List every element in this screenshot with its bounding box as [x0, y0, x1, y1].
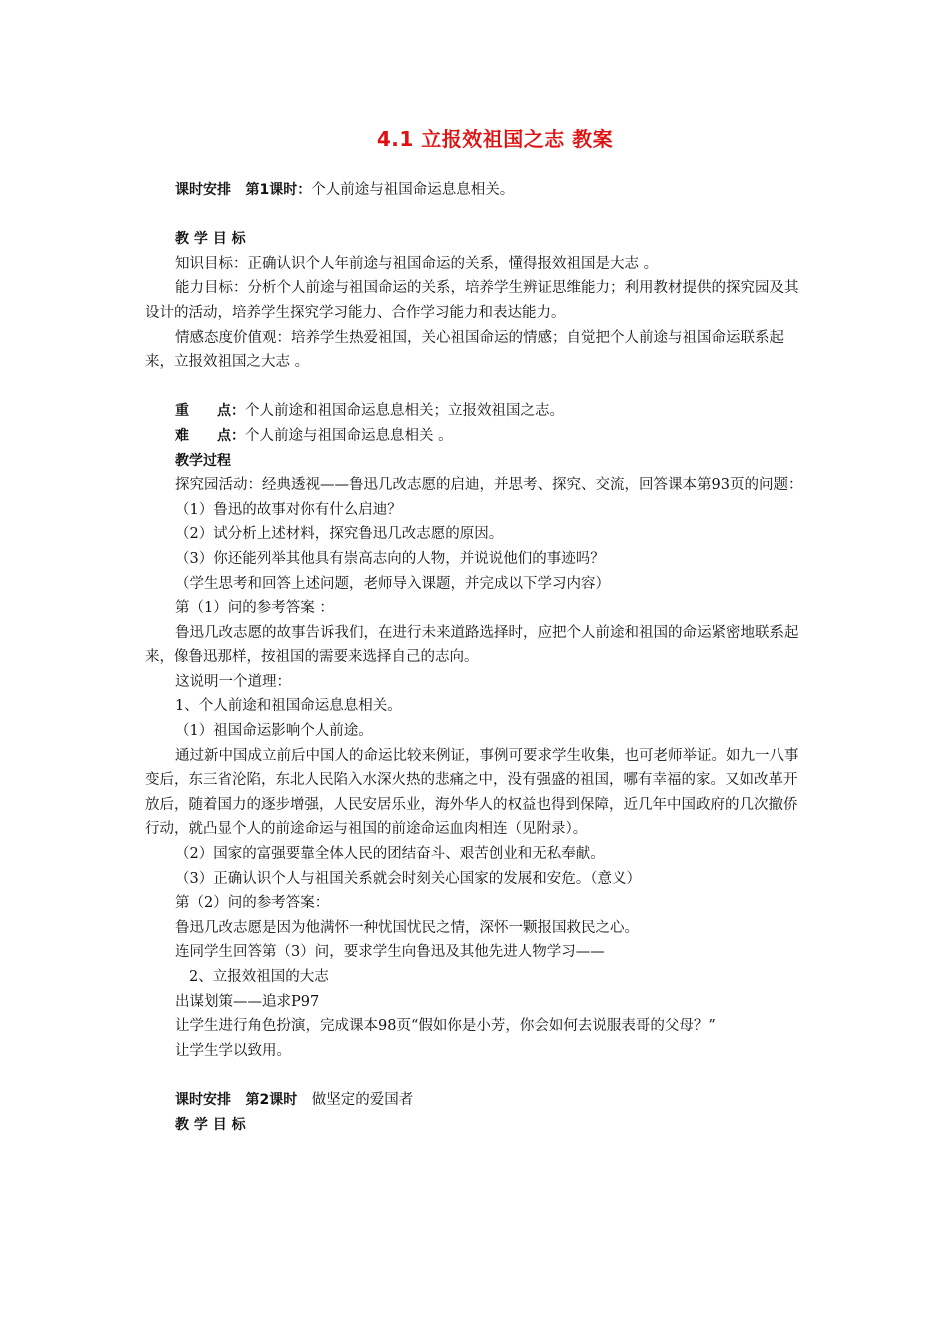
key-point-label: 重 点：	[175, 403, 245, 420]
lesson2-topic: 做坚定的爱国者	[311, 1091, 414, 1108]
lesson1-topic: 个人前途与祖国命运息息相关。	[311, 182, 515, 198]
process-line: 通过新中国成立前后中国人的命运比较来例证，事例可要求学生收集，也可老师举证。如九一八事变后，东三省沦陷，东北人民陷入水深火热的悲痛之中，没有强盛的祖国，哪有幸福的家。又如改革开放后，随着国力的逐步增强，人民安居乐业，海外华人的权益也得到保障，近几年中国政府的几次撤侨行动，就凸显个人的前途命运与祖国的前途命运血肉相连（见附录）。	[145, 747, 799, 838]
document-body	[145, 178, 810, 1137]
lesson2-schedule	[145, 1088, 810, 1113]
process-line: （3）正确认识个人与祖国关系就会时刻关心国家的发展和安危。（意义）	[175, 870, 641, 887]
process-line: 鲁迅几改志愿是因为他满怀一种忧国忧民之情，深怀一颗报国救民之心。	[175, 919, 639, 936]
key-point	[145, 399, 810, 424]
process-line: （2）国家的富强要靠全体人民的团结奋斗、艰苦创业和无私奉献。	[175, 846, 605, 863]
hard-point-text: 个人前途与祖国命运息息相关 。	[245, 427, 453, 444]
process-line: （2）试分析上述材料，探究鲁迅几改志愿的原因。	[175, 526, 504, 543]
document-title: 4.1 立报效祖国之志 教案	[376, 127, 614, 151]
goal-emotion: 情感态度价值观：培养学生热爱祖国，关心祖国命运的情感；自觉把个人前途与祖国命运联系起来，立报效祖国之大志 。	[145, 329, 784, 371]
goals2-heading: 教 学 目 标	[175, 1116, 246, 1133]
process-line: （3）你还能列举其他具有崇高志向的人物，并说说他们的事迹吗？	[175, 550, 605, 567]
lesson1-schedule	[145, 178, 810, 203]
process-line: 探究园活动：经典透视——鲁迅几改志愿的启迪，并思考、探究、交流，回答课本第93页的问题：	[175, 477, 803, 494]
process-line: 第（1）问的参考答案 ：	[175, 600, 334, 617]
process-line: （学生思考和回答上述问题，老师导入课题，并完成以下学习内容）	[175, 575, 610, 592]
process-line: 连同学生回答第（3）问，要求学生向鲁迅及其他先进人物学习——	[175, 944, 605, 961]
process-line: （1）祖国命运影响个人前途。	[175, 723, 373, 740]
process-line: （1）鲁迅的故事对你有什么启迪？	[175, 501, 402, 518]
process-line: 1、个人前途和祖国命运息息相关。	[175, 698, 402, 715]
lesson2-label: 课时安排	[175, 1091, 231, 1108]
goal-ability: 能力目标：分析个人前途与祖国命运的关系，培养学生辨证思维能力；利用教材提供的探究园及其设计的活动，培养学生探究学习能力、合作学习能力和表达能力。	[145, 280, 799, 321]
goal-knowledge: 知识目标：正确认识个人年前途与祖国命运的关系，懂得报效祖国是大志 。	[175, 255, 659, 272]
process-line: 让学生学以致用。	[175, 1042, 291, 1059]
lesson2-period: 第2课时	[245, 1091, 298, 1108]
process-line: 2、立报效祖国的大志	[189, 969, 329, 985]
lesson1-period: 第1课时：	[245, 182, 312, 198]
process-lines	[145, 473, 810, 1063]
goals1-heading: 教 学 目 标	[175, 231, 246, 248]
key-point-text: 个人前途和祖国命运息息相关；立报效祖国之志。	[245, 403, 564, 420]
process-line: 出谋划策——追求P97	[175, 993, 320, 1010]
hard-point-label: 难 点：	[175, 427, 245, 444]
process-line: 鲁迅几改志愿的故事告诉我们，在进行未来道路选择时，应把个人前途和祖国的命运紧密地联系起来，像鲁迅那样，按祖国的需要来选择自己的志向。	[145, 624, 799, 666]
process-heading: 教学过程	[175, 452, 231, 469]
process-line: 第（2）问的参考答案：	[175, 895, 330, 912]
process-line: 让学生进行角色扮演，完成课本98页“假如你是小芳，你会如何去说服表哥的父母？”	[175, 1018, 716, 1035]
hard-point	[145, 424, 810, 449]
lesson1-label: 课时安排	[175, 182, 231, 198]
process-line: 这说明一个道理：	[175, 673, 291, 690]
